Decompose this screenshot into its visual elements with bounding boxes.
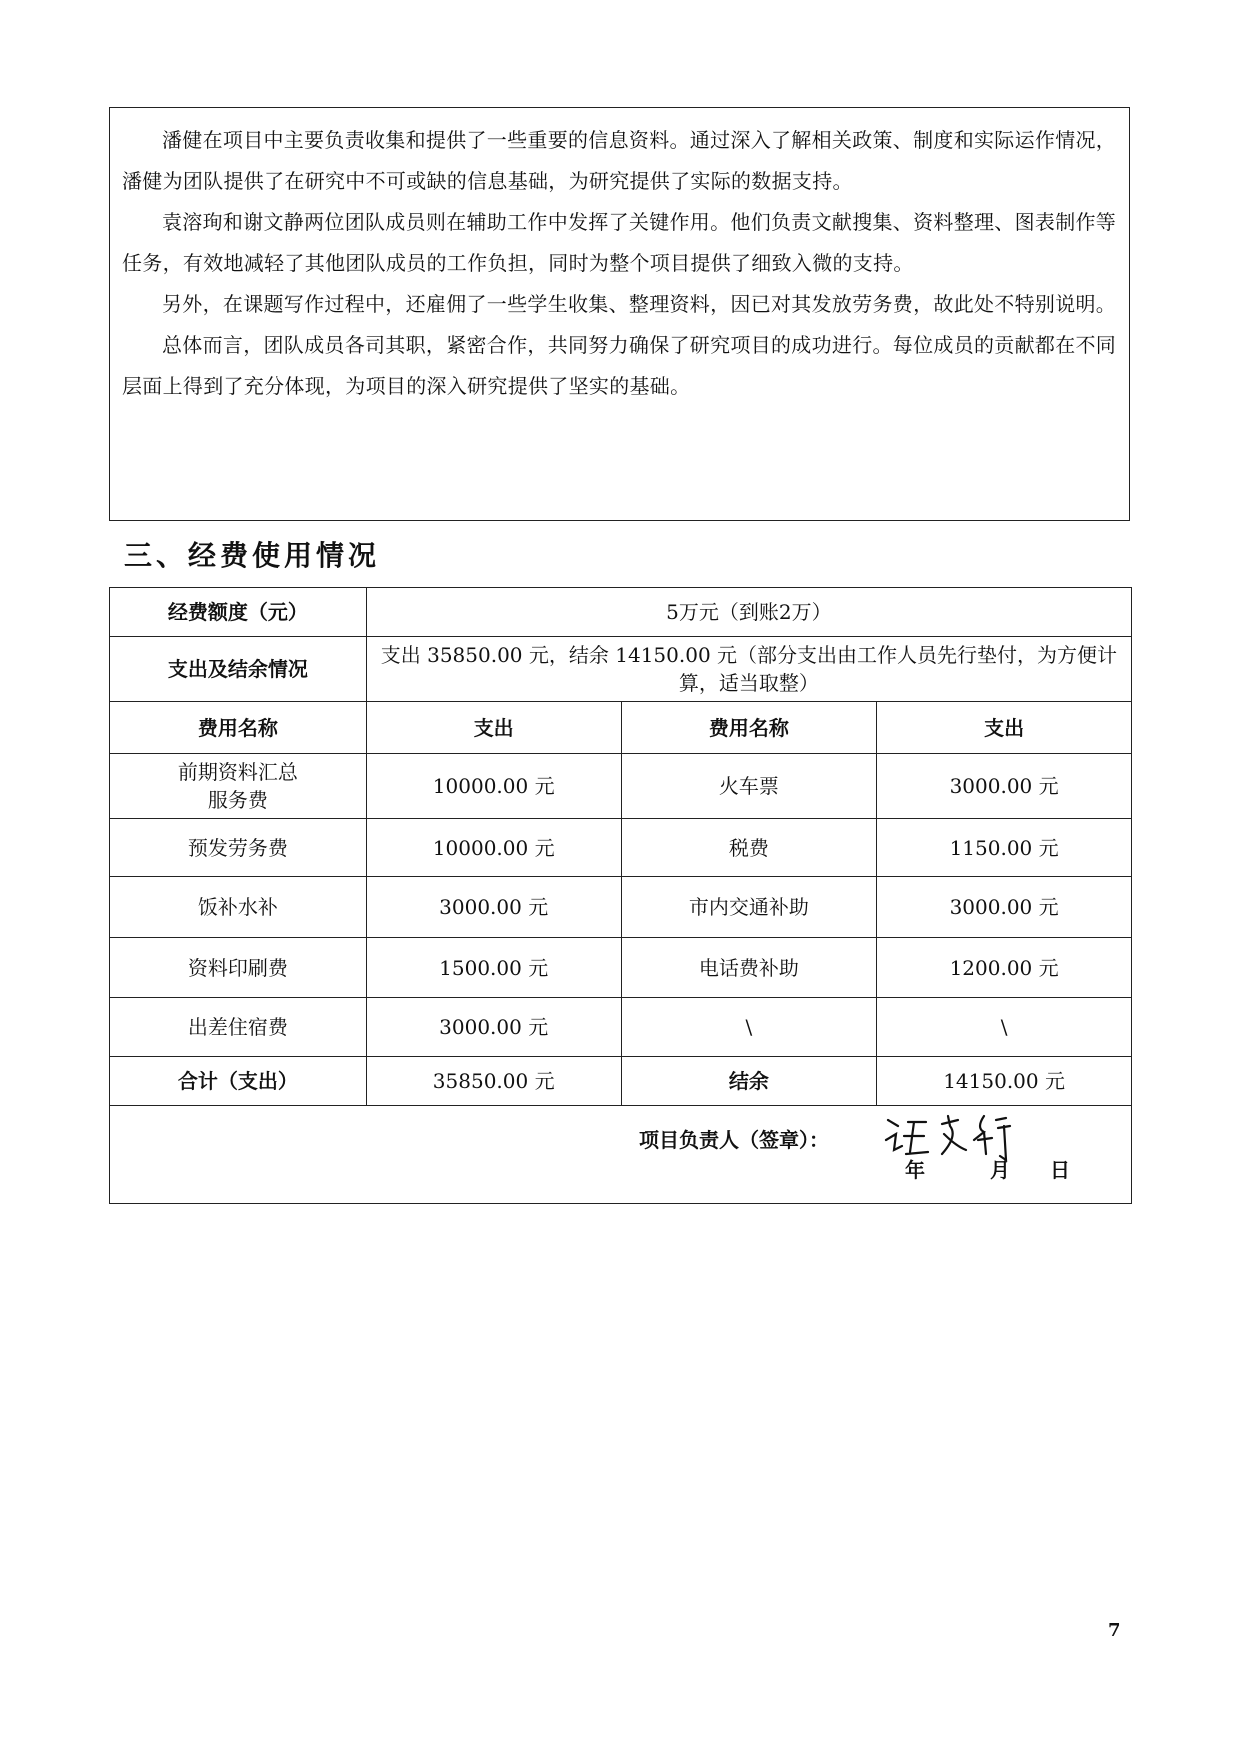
cell: 10000.00 元 bbox=[366, 819, 621, 877]
cell: \ bbox=[621, 998, 877, 1057]
team-contribution-box bbox=[109, 107, 1130, 521]
paragraph: 总体而言，团队成员各司其职，紧密合作，共同努力确保了研究项目的成功进行。每位成员的贡献都在不同层面上得到了充分体现，为项目的深入研究提供了坚实的基础。 bbox=[122, 333, 1117, 398]
table-row bbox=[110, 938, 1132, 998]
budget-value: 5万元（到账2万） bbox=[366, 588, 1131, 637]
cell: 市内交通补助 bbox=[621, 877, 877, 938]
table-row bbox=[110, 754, 1132, 819]
handwritten-signature bbox=[880, 1106, 1040, 1166]
header-row bbox=[110, 702, 1132, 754]
cell: \ bbox=[877, 998, 1132, 1057]
cell: 饭补水补 bbox=[110, 877, 367, 938]
cell: 1500.00 元 bbox=[366, 938, 621, 998]
section-title: 三、经费使用情况 bbox=[124, 539, 381, 572]
cell: 前期资料汇总服务费 bbox=[110, 754, 367, 819]
cell: 资料印刷费 bbox=[110, 938, 367, 998]
paragraph: 另外，在课题写作过程中，还雇佣了一些学生收集、整理资料，因已对其发放劳务费，故此处不特别说明。 bbox=[162, 292, 1117, 316]
table-row bbox=[110, 998, 1132, 1057]
expense-table bbox=[109, 587, 1132, 1204]
cell: 出差住宿费 bbox=[110, 998, 367, 1057]
cell: 电话费补助 bbox=[621, 938, 877, 998]
page-number: 7 bbox=[1108, 1620, 1121, 1641]
cell: 1200.00 元 bbox=[877, 938, 1132, 998]
paragraph: 袁溶珣和谢文静两位团队成员则在辅助工作中发挥了关键作用。他们负责文献搜集、资料整理、图表制作等任务，有效地减轻了其他团队成员的工作负担，同时为整个项目提供了细致入微的支持。 bbox=[122, 210, 1117, 275]
summary-row bbox=[110, 637, 1132, 702]
cell: 35850.00 元 bbox=[366, 1057, 621, 1106]
cell: 3000.00 元 bbox=[877, 877, 1132, 938]
cell: 3000.00 元 bbox=[877, 754, 1132, 819]
cell: 3000.00 元 bbox=[366, 998, 621, 1057]
budget-label: 经费额度（元） bbox=[110, 588, 367, 637]
header-cell: 费用名称 bbox=[621, 702, 877, 754]
paragraph: 潘健在项目中主要负责收集和提供了一些重要的信息资料。通过深入了解相关政策、制度和实际运作情况，潘健为团队提供了在研究中不可或缺的信息基础，为研究提供了实际的数据支持。 bbox=[122, 128, 1117, 193]
header-cell: 支出 bbox=[366, 702, 621, 754]
date-year: 年 bbox=[905, 1158, 925, 1182]
cell: 3000.00 元 bbox=[366, 877, 621, 938]
cell: 1150.00 元 bbox=[877, 819, 1132, 877]
signature-row bbox=[110, 1106, 1132, 1204]
total-row bbox=[110, 1057, 1132, 1106]
date-month: 月 bbox=[990, 1158, 1010, 1182]
cell: 预发劳务费 bbox=[110, 819, 367, 877]
cell: 结余 bbox=[621, 1057, 877, 1106]
cell: 合计（支出） bbox=[110, 1057, 367, 1106]
date-day: 日 bbox=[1050, 1158, 1070, 1182]
signature-label: 项目负责人（签章）： bbox=[639, 1128, 829, 1152]
cell: 火车票 bbox=[621, 754, 877, 819]
header-cell: 支出 bbox=[877, 702, 1132, 754]
header-cell: 费用名称 bbox=[110, 702, 367, 754]
cell: 税费 bbox=[621, 819, 877, 877]
cell: 14150.00 元 bbox=[877, 1057, 1132, 1106]
budget-row bbox=[110, 588, 1132, 637]
table-row bbox=[110, 819, 1132, 877]
table-row bbox=[110, 877, 1132, 938]
summary-label: 支出及结余情况 bbox=[110, 637, 367, 702]
summary-value: 支出 35850.00 元，结余 14150.00 元（部分支出由工作人员先行垫付，为方便计算，适当取整） bbox=[366, 637, 1131, 702]
cell: 10000.00 元 bbox=[366, 754, 621, 819]
